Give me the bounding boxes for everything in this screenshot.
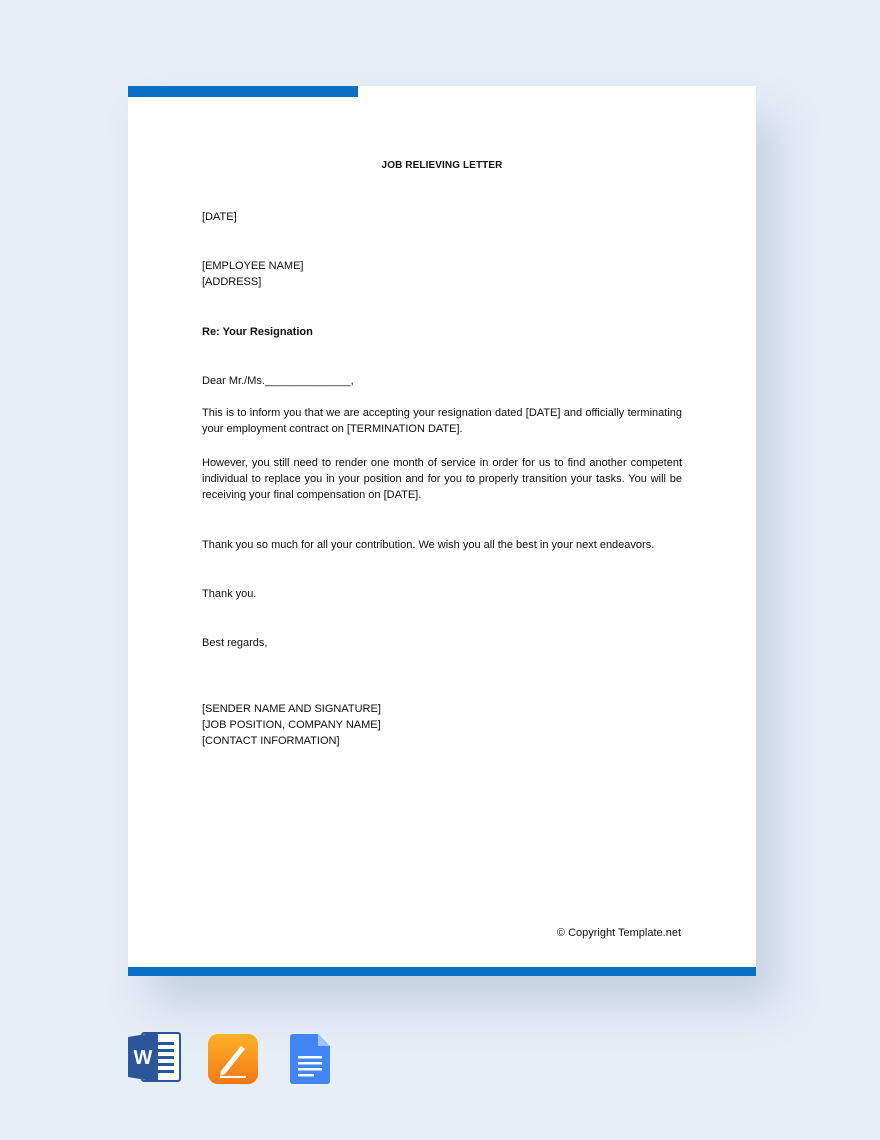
paragraph-thanks: Thank you so much for all your contribution. We wish you all the best in your next endeavors.	[202, 539, 655, 551]
date-placeholder: [DATE]	[202, 211, 237, 223]
employee-name: [EMPLOYEE NAME]	[202, 260, 304, 272]
salutation: Dear Mr./Ms.______________,	[202, 375, 354, 387]
subject-line: Re: Your Resignation	[202, 326, 313, 338]
sender-name: [SENDER NAME AND SIGNATURE]	[202, 703, 381, 715]
paragraph-notice: However, you still need to render one month of service in order for us to find another competent individual to replace you in your position and for you to properly transition your tasks. You will be receiving your final compensation on [DATE].	[202, 457, 682, 501]
employee-address: [ADDRESS]	[202, 276, 262, 288]
sender-contact: [CONTACT INFORMATION]	[202, 735, 340, 747]
top-accent-bar	[128, 86, 358, 97]
bottom-accent-bar	[128, 967, 756, 976]
word-letter: W	[133, 1047, 153, 1069]
pages-icon[interactable]	[208, 1034, 258, 1089]
paragraph-acceptance: This is to inform you that we are accepting your resignation dated [DATE] and officially terminating your employment contract on [TERMINATION DATE].	[202, 407, 682, 435]
closing-line: Best regards,	[202, 637, 268, 649]
copyright-notice: © Copyright Template.net	[556, 927, 681, 939]
thank-you-line: Thank you.	[202, 588, 257, 600]
letter-title: JOB RELIEVING LETTER	[381, 160, 503, 171]
google-docs-icon[interactable]	[290, 1034, 330, 1089]
word-icon[interactable]	[128, 1030, 182, 1089]
sender-position: [JOB POSITION, COMPANY NAME]	[202, 719, 381, 731]
document-page	[128, 86, 756, 976]
